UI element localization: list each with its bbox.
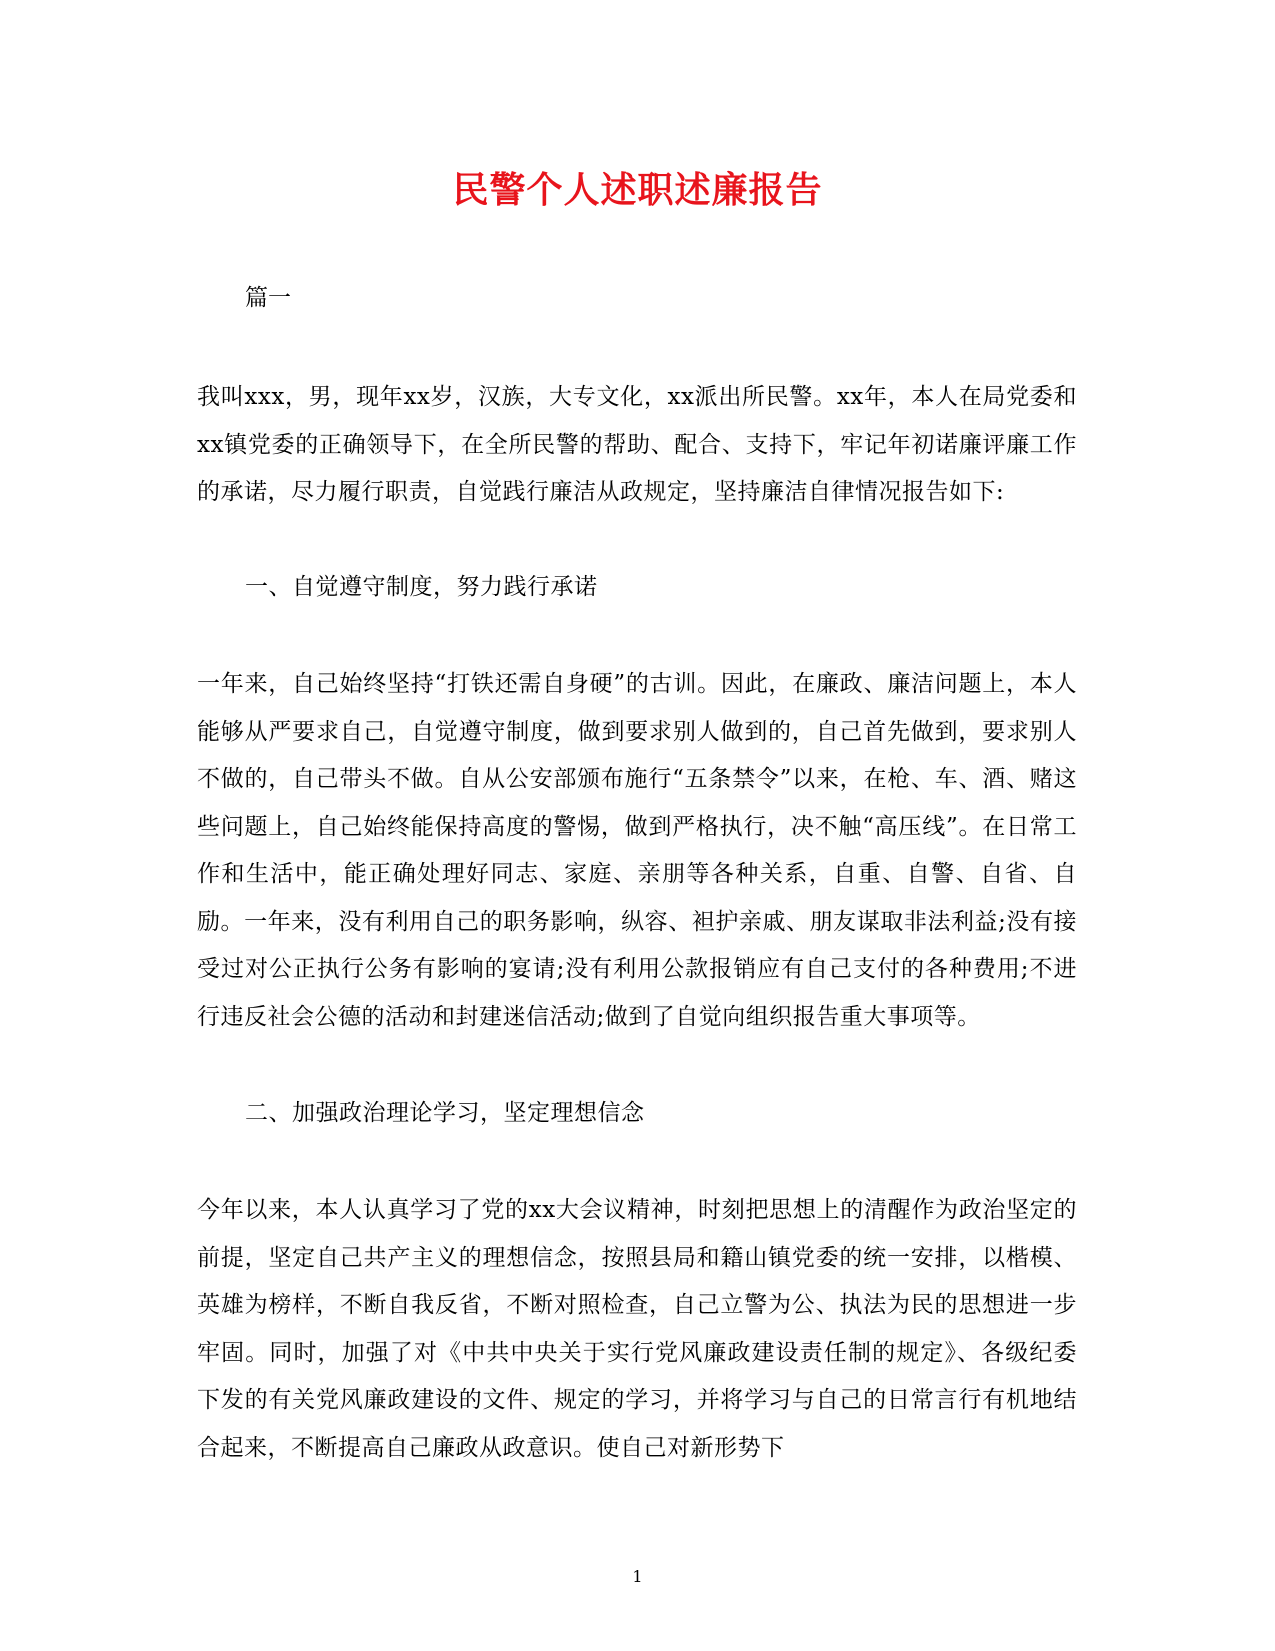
- paragraph-intro: 我叫xxx，男，现年xx岁，汉族，大专文化，xx派出所民警。xx年，本人在局党委和xx镇党委的正确领导下，在全所民警的帮助、配合、支持下，牢记年初诺廉评廉工作的承诺，尽力履行职责，自觉践行廉洁从政规定，坚持廉洁自律情况报告如下:: [197, 384, 1077, 505]
- page-number: 1: [632, 1567, 643, 1586]
- page-title: 民警个人述职述廉报告: [452, 169, 823, 211]
- paragraph-discipline: 一年来，自己始终坚持“打铁还需自身硬”的古训。因此，在廉政、廉洁问题上，本人能够从严要求自己，自觉遵守制度，做到要求别人做到的，自己首先做到，要求别人不做的，自己带头不做。自从公安部颁布施行“五条禁令”以来，在枪、车、酒、赌这些问题上，自己始终能保持高度的警惕，做到严格执行，决不触“高压线”。在日常工作和生活中，能正确处理好同志、家庭、亲朋等各种关系，自重、自警、自省、自励。一年来，没有利用自己的职务影响，纵容、袒护亲戚、朋友谋取非法利益;没有接受过对公正执行公务有影响的宴请;没有利用公款报销应有自己支付的各种费用;不进行违反社会公德的活动和封建迷信活动;做到了自觉向组织报告重大事项等。: [197, 671, 1077, 1030]
- section-label: 篇一: [245, 285, 291, 311]
- section-heading-1: 一、自觉遵守制度，努力践行承诺: [245, 574, 598, 600]
- paragraph-study: 今年以来，本人认真学习了党的xx大会议精神，时刻把思想上的清醒作为政治坚定的前提，坚定自己共产主义的理想信念，按照县局和籍山镇党委的统一安排，以楷模、英雄为榜样，不断自我反省，不断对照检查，自己立警为公、执法为民的思想进一步牢固。同时，加强了对《中共中央关于实行党风廉政建设责任制的规定》、各级纪委下发的有关党风廉政建设的文件、规定的学习，并将学习与自己的日常言行有机地结合起来，不断提高自己廉政从政意识。使自己对新形势下: [197, 1197, 1077, 1461]
- section-heading-2: 二、加强政治理论学习，坚定理想信念: [245, 1100, 645, 1126]
